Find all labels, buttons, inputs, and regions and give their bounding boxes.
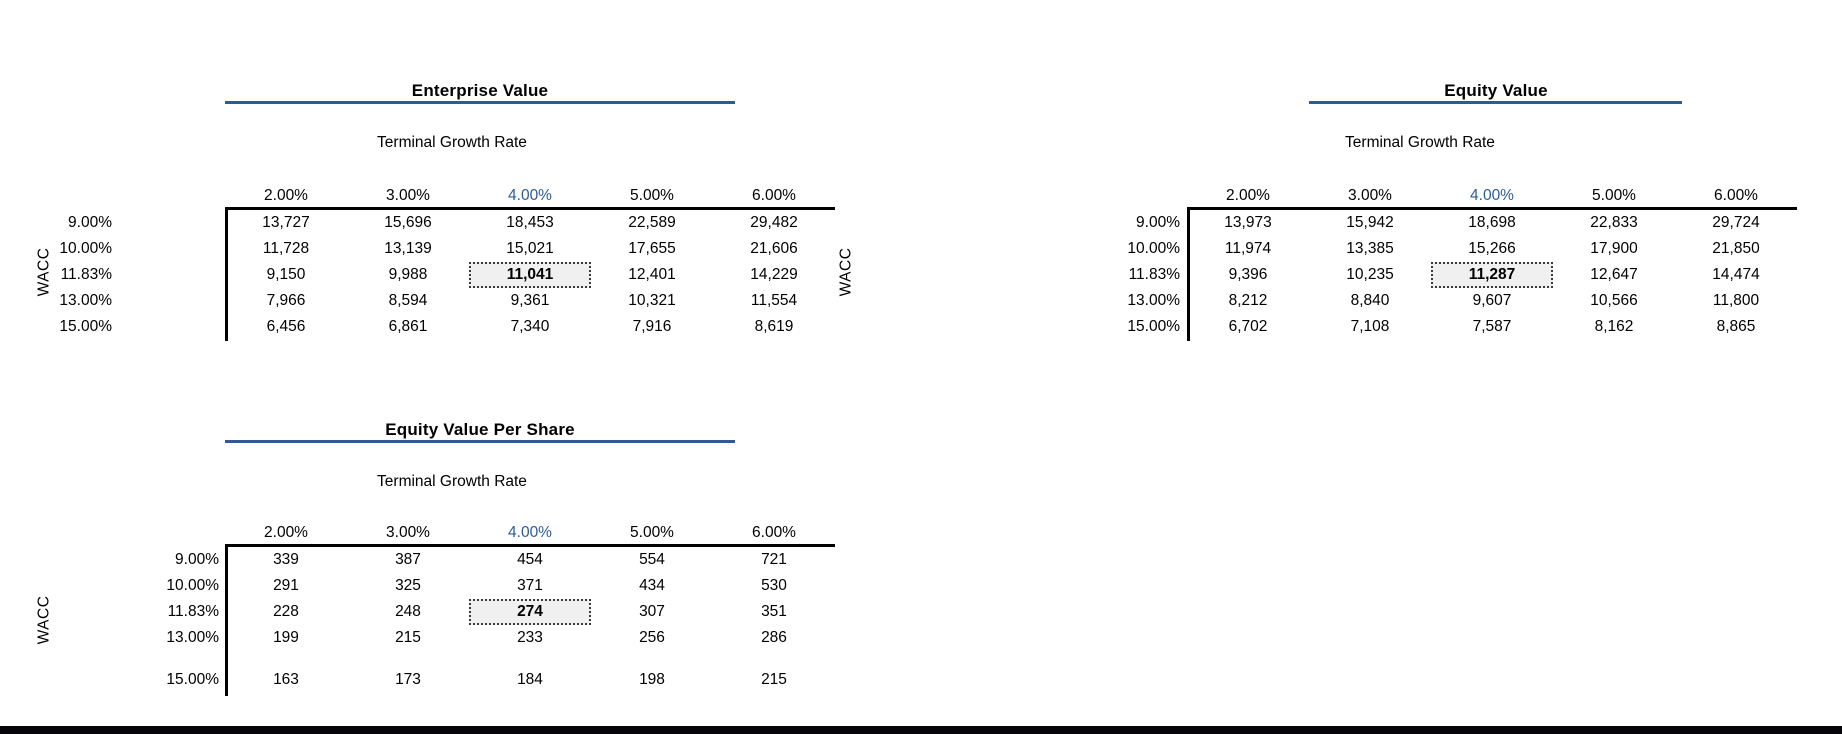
- table-row: [1187, 262, 1797, 288]
- table-row: [1187, 314, 1797, 340]
- data-cell[interactable]: 454: [517, 551, 543, 568]
- data-cell[interactable]: 184: [517, 671, 543, 688]
- table-title[interactable]: Equity Value: [1444, 81, 1548, 100]
- column-headers-row: [1187, 183, 1797, 209]
- data-cell[interactable]: 371: [517, 577, 543, 594]
- table-row: [1187, 236, 1797, 262]
- row-header-cell[interactable]: 11.83%: [1128, 266, 1180, 283]
- column-axis-title[interactable]: Terminal Growth Rate: [377, 134, 527, 151]
- col-header-cell[interactable]: 4.00%: [508, 187, 552, 204]
- data-cell[interactable]: 351: [761, 603, 787, 620]
- row-header-cell[interactable]: 15.00%: [59, 318, 112, 335]
- data-cell[interactable]: 173: [395, 671, 421, 688]
- data-cell[interactable]: 163: [273, 671, 299, 688]
- row-header-cell[interactable]: 15.00%: [166, 671, 219, 688]
- data-cell[interactable]: 17,900: [1590, 240, 1638, 257]
- wacc-label: WACC: [837, 247, 854, 297]
- data-cell[interactable]: 215: [395, 629, 421, 646]
- data-cell[interactable]: 6,702: [1228, 318, 1268, 335]
- data-cell[interactable]: 7,340: [510, 318, 550, 335]
- col-header-cell[interactable]: 5.00%: [630, 524, 674, 541]
- data-cell[interactable]: 13,727: [262, 214, 310, 231]
- data-cell[interactable]: 7,108: [1350, 318, 1390, 335]
- col-header-cell[interactable]: 2.00%: [264, 187, 308, 204]
- data-cell[interactable]: 17,655: [628, 240, 676, 257]
- table-row: [225, 547, 835, 573]
- data-cell[interactable]: 7,916: [632, 318, 672, 335]
- highlighted-data-cell[interactable]: 11,041: [469, 262, 591, 288]
- row-header-cell[interactable]: 13.00%: [1127, 292, 1180, 309]
- table-row: [1187, 210, 1797, 236]
- table-row: [225, 625, 835, 651]
- table-row: [225, 314, 835, 340]
- data-cells: [225, 547, 835, 693]
- data-cell[interactable]: 198: [639, 671, 665, 688]
- data-cell[interactable]: 11,974: [1224, 240, 1272, 257]
- row-headers-column: [102, 547, 222, 693]
- data-cell[interactable]: 21,850: [1712, 240, 1760, 257]
- row-axis-title[interactable]: [816, 242, 876, 302]
- data-cell[interactable]: 11,728: [262, 240, 310, 257]
- col-header-cell[interactable]: 3.00%: [386, 524, 430, 541]
- wacc-label: WACC: [35, 247, 52, 297]
- title-underline: [1309, 101, 1682, 104]
- table-row: [225, 288, 835, 314]
- col-header-cell[interactable]: 6.00%: [752, 187, 796, 204]
- table-title[interactable]: Enterprise Value: [411, 81, 549, 100]
- data-cell[interactable]: 14,229: [750, 266, 798, 283]
- col-header-cell[interactable]: 4.00%: [508, 524, 552, 541]
- data-cell[interactable]: 434: [639, 577, 665, 594]
- highlighted-data-cell[interactable]: 11,287: [1431, 262, 1553, 288]
- col-header-cell[interactable]: 3.00%: [386, 187, 430, 204]
- data-cell[interactable]: 6,861: [388, 318, 428, 335]
- data-cell[interactable]: 307: [639, 603, 665, 620]
- row-header-cell[interactable]: 10.00%: [166, 577, 219, 594]
- data-cell[interactable]: 248: [395, 603, 421, 620]
- data-cell[interactable]: 18,453: [506, 214, 554, 231]
- col-header-cell[interactable]: 3.00%: [1348, 187, 1392, 204]
- column-axis-title[interactable]: Terminal Growth Rate: [1345, 134, 1495, 151]
- data-cell[interactable]: 7,966: [266, 292, 306, 309]
- table-row: [225, 236, 835, 262]
- data-cell[interactable]: 8,865: [1716, 318, 1756, 335]
- table-title[interactable]: Equity Value Per Share: [385, 420, 575, 439]
- data-cell[interactable]: 387: [395, 551, 421, 568]
- data-cells: [225, 210, 835, 340]
- row-header-cell[interactable]: 9.00%: [68, 214, 112, 231]
- data-cell[interactable]: 13,139: [384, 240, 432, 257]
- data-cell[interactable]: 721: [761, 551, 787, 568]
- data-cell[interactable]: 10,235: [1346, 266, 1394, 283]
- data-cell[interactable]: 9,396: [1228, 266, 1268, 283]
- data-cell[interactable]: 530: [761, 577, 787, 594]
- data-cell[interactable]: 8,212: [1228, 292, 1268, 309]
- row-header-cell[interactable]: 10.00%: [59, 240, 112, 257]
- data-cell[interactable]: 12,401: [628, 266, 676, 283]
- data-cell[interactable]: 15,021: [506, 240, 554, 257]
- data-cell[interactable]: 29,724: [1712, 214, 1760, 231]
- highlighted-data-cell[interactable]: 274: [469, 599, 591, 625]
- row-header-cell[interactable]: 13.00%: [166, 629, 219, 646]
- data-cell[interactable]: 215: [761, 671, 787, 688]
- data-cell[interactable]: 7,587: [1472, 318, 1512, 335]
- col-header-cell[interactable]: 2.00%: [1226, 187, 1270, 204]
- title-underline: [225, 101, 735, 104]
- data-cell[interactable]: 10,321: [628, 292, 676, 309]
- data-cell[interactable]: 29,482: [750, 214, 798, 231]
- row-header-cell[interactable]: 15.00%: [1127, 318, 1180, 335]
- data-cell[interactable]: 8,162: [1594, 318, 1634, 335]
- data-cell[interactable]: 9,361: [510, 292, 550, 309]
- col-header-cell[interactable]: 4.00%: [1470, 187, 1514, 204]
- data-cell[interactable]: 325: [395, 577, 421, 594]
- data-cell[interactable]: 6,456: [266, 318, 306, 335]
- col-header-cell[interactable]: 2.00%: [264, 524, 308, 541]
- section-divider-bar: [0, 726, 1842, 734]
- table-row: [225, 573, 835, 599]
- data-cell[interactable]: 22,589: [628, 214, 676, 231]
- data-cell[interactable]: 18,698: [1468, 214, 1516, 231]
- column-headers-row: [225, 183, 835, 209]
- data-cell[interactable]: 10,566: [1590, 292, 1638, 309]
- data-cell[interactable]: 21,606: [750, 240, 798, 257]
- data-cell[interactable]: 22,833: [1590, 214, 1638, 231]
- data-cell[interactable]: 199: [273, 629, 299, 646]
- data-cell[interactable]: 13,973: [1224, 214, 1272, 231]
- data-cell[interactable]: 291: [273, 577, 299, 594]
- data-cell[interactable]: 9,150: [266, 266, 306, 283]
- row-axis-title[interactable]: [14, 590, 74, 650]
- table-row: [225, 210, 835, 236]
- data-cell[interactable]: 228: [273, 603, 299, 620]
- data-cell[interactable]: 233: [517, 629, 543, 646]
- data-cell[interactable]: 11,554: [750, 292, 798, 309]
- row-header-cell[interactable]: 11.83%: [167, 603, 219, 620]
- col-header-cell[interactable]: 6.00%: [1714, 187, 1758, 204]
- data-cell[interactable]: 14,474: [1712, 266, 1760, 283]
- wacc-label: WACC: [35, 595, 52, 645]
- row-header-cell[interactable]: 10.00%: [1127, 240, 1180, 257]
- data-cell[interactable]: 12,647: [1590, 266, 1638, 283]
- data-cell[interactable]: 15,942: [1346, 214, 1394, 231]
- data-cell[interactable]: 11,800: [1712, 292, 1760, 309]
- table-row: [225, 262, 835, 288]
- data-cell[interactable]: 8,619: [754, 318, 794, 335]
- table-row: [225, 667, 835, 693]
- data-cell[interactable]: 9,607: [1472, 292, 1512, 309]
- data-cell[interactable]: 8,594: [388, 292, 428, 309]
- col-header-cell[interactable]: 5.00%: [630, 187, 674, 204]
- row-header-cell[interactable]: 9.00%: [175, 551, 219, 568]
- data-cell[interactable]: 554: [639, 551, 665, 568]
- column-axis-title[interactable]: Terminal Growth Rate: [377, 473, 527, 490]
- data-cell[interactable]: 8,840: [1350, 292, 1390, 309]
- data-cell[interactable]: 13,385: [1346, 240, 1394, 257]
- row-headers-column: [1063, 210, 1183, 340]
- data-cell[interactable]: 15,266: [1468, 240, 1516, 257]
- data-cell[interactable]: 9,988: [388, 266, 428, 283]
- data-cell[interactable]: 256: [639, 629, 665, 646]
- row-headers-column: [48, 210, 168, 340]
- row-header-cell[interactable]: 13.00%: [59, 292, 112, 309]
- table-row: [1187, 288, 1797, 314]
- title-underline: [225, 440, 735, 443]
- col-header-cell[interactable]: 5.00%: [1592, 187, 1636, 204]
- data-cell[interactable]: 286: [761, 629, 787, 646]
- row-header-cell[interactable]: 11.83%: [60, 266, 112, 283]
- data-cells: [1187, 210, 1797, 340]
- column-headers-row: [225, 520, 835, 546]
- col-header-cell[interactable]: 6.00%: [752, 524, 796, 541]
- data-cell[interactable]: 15,696: [384, 214, 432, 231]
- table-row: [225, 599, 835, 625]
- data-cell[interactable]: 339: [273, 551, 299, 568]
- row-header-cell[interactable]: 9.00%: [1136, 214, 1180, 231]
